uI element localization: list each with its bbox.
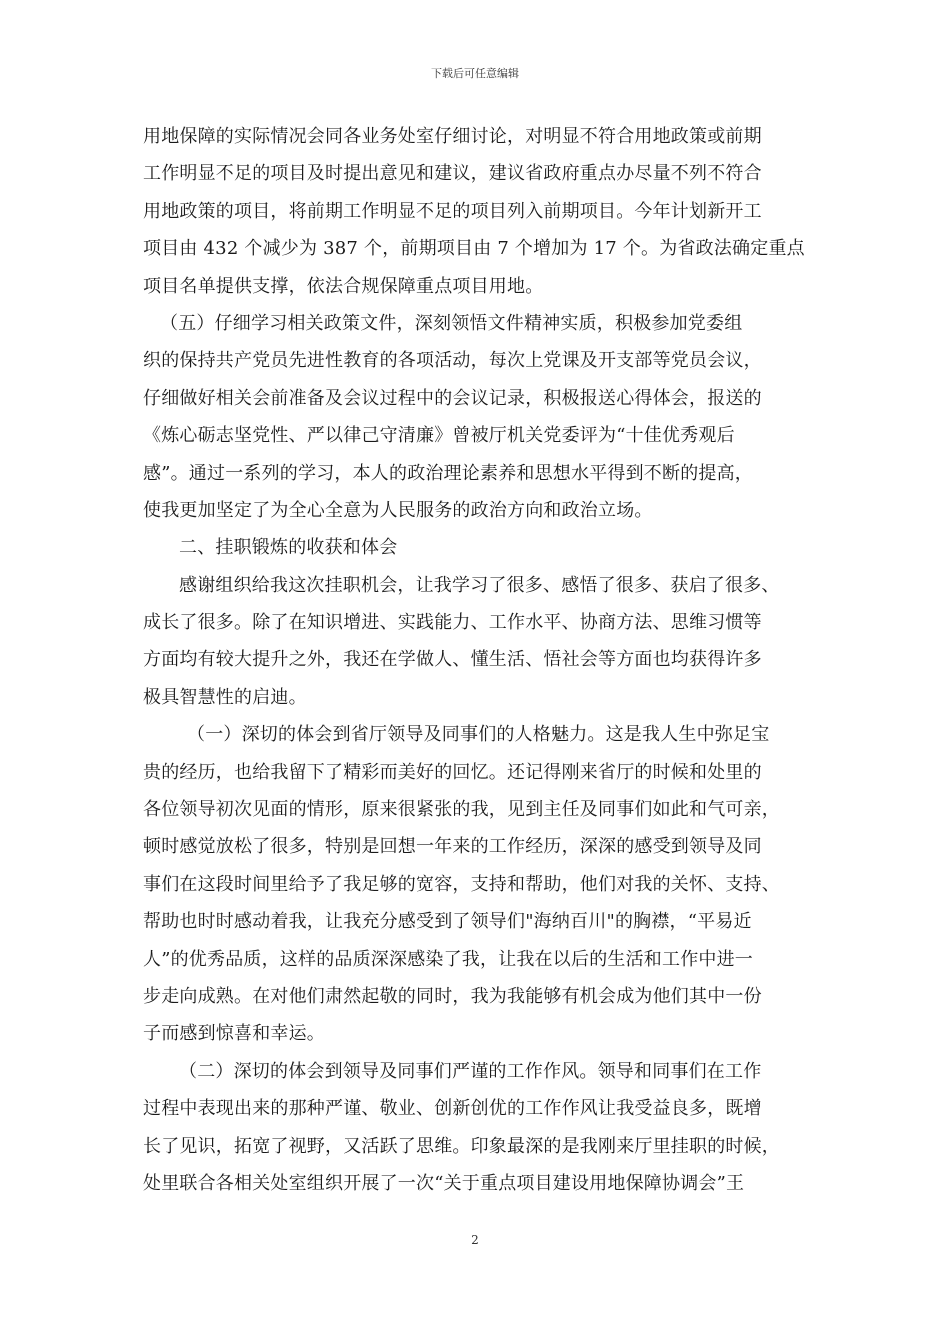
text-line: 贵的经历，也给我留下了精彩而美好的回忆。还记得刚来省厅的时候和处里的	[143, 761, 762, 783]
text-line: 事们在这段时间里给予了我足够的宽容，支持和帮助，他们对我的关怀、支持、	[143, 873, 780, 895]
text-line: 极具智慧性的启迪。	[143, 686, 307, 708]
text-line: 工作明显不足的项目及时提出意见和建议，建议省政府重点办尽量不列不符合	[143, 163, 762, 185]
text-line: 步走向成熟。在对他们肃然起敬的同时，我为我能够有机会成为他们其中一份	[143, 985, 762, 1007]
text-line: 仔细做好相关会前准备及会议过程中的会议记录，积极报送心得体会，报送的	[143, 387, 762, 409]
text-line: 使我更加坚定了为全心全意为人民服务的政治方向和政治立场。	[143, 499, 653, 521]
section-heading: 二、挂职锻炼的收获和体会	[179, 537, 398, 559]
text-line: 子而感到惊喜和幸运。	[143, 1023, 325, 1045]
text-line: 长了见识，拓宽了视野，又活跃了思维。印象最深的是我刚来厅里挂职的时候，	[143, 1135, 780, 1157]
text-line: 过程中表现出来的那种严谨、敬业、创新创优的工作作风让我受益良多，既增	[143, 1098, 762, 1120]
text-line: 项目名单提供支撑，依法合规保障重点项目用地。	[143, 275, 544, 297]
text-line: 各位领导初次见面的情形，原来很紧张的我，见到主任及同事们如此和气可亲，	[143, 799, 780, 821]
document-body	[143, 118, 807, 1202]
text-line: 项目由 432 个减少为 387 个，前期项目由 7 个增加为 17 个。为省政法确定重点	[143, 238, 805, 260]
page-number: 2	[471, 1233, 479, 1247]
text-line: （一）深切的体会到省厅领导及同事们的人格魅力。这是我人生中弥足宝	[187, 724, 770, 746]
text-line: 《炼心砺志坚党性、严以律己守清廉》曾被厅机关党委评为“十佳优秀观后	[143, 425, 735, 447]
text-line: 处里联合各相关处室组织开展了一次“关于重点项目建设用地保障协调会”王	[143, 1172, 745, 1194]
text-line: 用地保障的实际情况会同各业务处室仔细讨论，对明显不符合用地政策或前期	[143, 126, 762, 147]
text-line: 感谢组织给我这次挂职机会，让我学习了很多、感悟了很多、获启了很多、	[179, 574, 780, 596]
text-line: （二）深切的体会到领导及同事们严谨的工作作风。领导和同事们在工作	[179, 1060, 762, 1082]
text-line: 成长了很多。除了在知识增进、实践能力、工作水平、协商方法、思维习惯等	[143, 612, 762, 634]
text-line: 帮助也时时感动着我，让我充分感受到了领导们"海纳百川"的胸襟，“平易近	[143, 911, 752, 933]
text-line: （五）仔细学习相关政策文件，深刻领悟文件精神实质，积极参加党委组	[160, 312, 743, 334]
text-line: 用地政策的项目，将前期工作明显不足的项目列入前期项目。今年计划新开工	[143, 200, 762, 222]
text-line: 人”的优秀品质，这样的品质深深感染了我，让我在以后的生活和工作中进一	[143, 948, 753, 970]
text-line: 方面均有较大提升之外，我还在学做人、懂生活、悟社会等方面也均获得许多	[143, 649, 762, 671]
page-header: 下载后可任意编辑	[431, 67, 519, 80]
text-line: 感”。通过一系列的学习，本人的政治理论素养和思想水平得到不断的提高，	[143, 462, 753, 484]
text-line: 顿时感觉放松了很多，特别是回想一年来的工作经历，深深的感受到领导及同	[143, 836, 762, 858]
text-line: 织的保持共产党员先进性教育的各项活动，每次上党课及开支部等党员会议，	[143, 350, 762, 372]
